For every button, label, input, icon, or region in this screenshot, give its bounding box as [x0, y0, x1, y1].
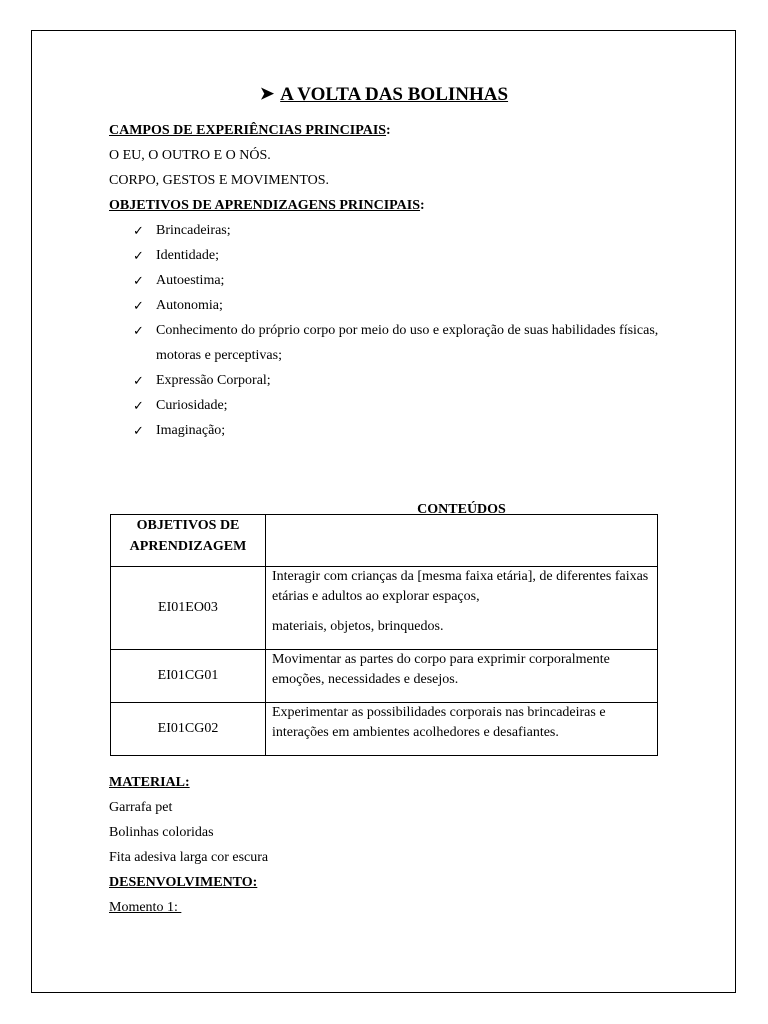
title-text: A VOLTA DAS BOLINHAS	[280, 84, 509, 105]
list-item: ✓ Autoestima;	[133, 268, 659, 293]
desenvolvimento-heading: DESENVOLVIMENTO:	[109, 875, 258, 890]
list-item: ✓ Brincadeiras;	[133, 218, 659, 243]
checkmark-icon: ✓	[133, 398, 144, 413]
list-item: ✓ Expressão Corporal;	[133, 368, 659, 393]
table-row	[111, 567, 658, 650]
checkmark-icon: ✓	[133, 373, 144, 388]
header-conteudos: CONTEÚDOS	[266, 515, 658, 567]
code-cell: EI01CG02	[111, 703, 266, 756]
material-item: Fita adesiva larga cor escura	[109, 850, 269, 865]
objetivos-conteudos-table	[110, 502, 658, 756]
checkmark-icon: ✓	[133, 223, 144, 238]
arrow-bullet-icon: ➤	[259, 84, 275, 103]
table-header-row	[111, 515, 658, 567]
campos-heading: CAMPOS DE EXPERIÊNCIAS PRINCIPAIS:	[109, 123, 391, 138]
checkmark-icon: ✓	[133, 423, 144, 438]
campo-item: CORPO, GESTOS E MOVIMENTOS.	[109, 173, 330, 188]
content-cell: Experimentar as possibilidades corporais nas brincadeiras e interações em ambientes acolhedores e desafiantes.	[266, 703, 658, 756]
code-cell: EI01EO03	[111, 567, 266, 650]
objetivos-list	[109, 218, 659, 443]
table-row	[111, 650, 658, 703]
content-cell: Movimentar as partes do corpo para exprimir corporalmente emoções, necessidades e desejos.	[266, 650, 658, 703]
campo-item: O EU, O OUTRO E O NÓS.	[109, 148, 271, 163]
objetivos-heading: OBJETIVOS DE APRENDIZAGENS PRINCIPAIS:	[109, 198, 425, 213]
code-cell: EI01CG01	[111, 650, 266, 703]
content-cell: Interagir com crianças da [mesma faixa etária], de diferentes faixas etárias e adultos ao explorar espaços, materiais, objetos, brinquedos.	[266, 567, 658, 650]
header-objetivos: OBJETIVOS DE APRENDIZAGEM	[111, 515, 266, 567]
material-heading: MATERIAL:	[109, 775, 190, 790]
material-item: Garrafa pet	[109, 800, 173, 815]
checkmark-icon: ✓	[133, 273, 144, 288]
checkmark-icon: ✓	[133, 248, 144, 263]
checkmark-icon: ✓	[133, 298, 144, 313]
list-item: ✓ Imaginação;	[133, 418, 659, 443]
table-row	[111, 703, 658, 756]
list-item: ✓ Curiosidade;	[133, 393, 659, 418]
list-item: ✓ Identidade;	[133, 243, 659, 268]
list-item: ✓ Conhecimento do próprio corpo por meio do uso e exploração de suas habilidades físicas, motoras e perceptivas;	[133, 318, 659, 368]
checkmark-icon: ✓	[133, 323, 144, 338]
momento-label: Momento 1:	[109, 900, 182, 915]
material-item: Bolinhas coloridas	[109, 825, 214, 840]
document-title	[109, 82, 659, 106]
document-body	[109, 82, 659, 920]
list-item: ✓ Autonomia;	[133, 293, 659, 318]
